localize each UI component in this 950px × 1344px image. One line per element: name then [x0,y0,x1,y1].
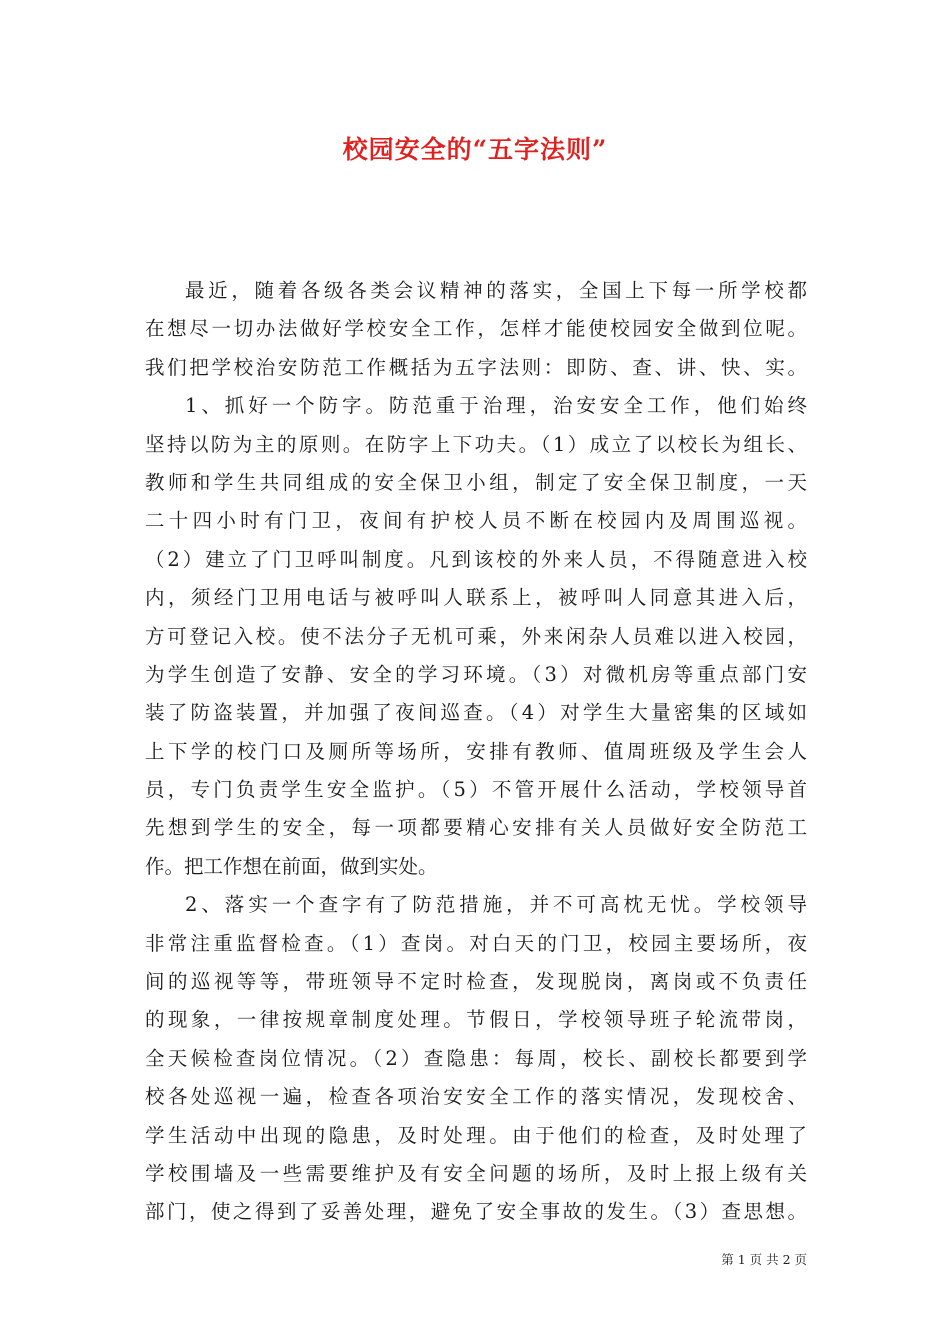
text-line: 装了防盗装置，并加强了夜间巡查。（4）对学生大量密集的区域如 [145,701,807,725]
text-line: 2、落实一个查字有了防范措施，并不可高枕无忧。学校领导 [185,893,807,917]
document-body [145,272,807,1232]
text-line: 内，须经门卫用电话与被呼叫人联系上，被呼叫人同意其进入后， [145,586,807,610]
text-line: 非常注重监督检查。（1）查岗。对白天的门卫，校园主要场所，夜 [145,931,807,955]
text-line: 先想到学生的安全，每一项都要精心安排有关人员做好安全防范工 [145,816,807,840]
text-line: 校各处巡视一遍，检查各项治安安全工作的落实情况，发现校舍、 [145,1085,807,1109]
text-line: 在想尽一切办法做好学校安全工作，怎样才能使校园安全做到位呢。 [145,317,807,341]
text-line: 全天候检查岗位情况。（2）查隐患：每周，校长、副校长都要到学 [145,1046,807,1070]
text-line: 作。把工作想在前面，做到实处。 [145,854,438,878]
text-line: 教师和学生共同组成的安全保卫小组，制定了安全保卫制度，一天 [145,470,807,494]
text-line: 方可登记入校。使不法分子无机可乘，外来闲杂人员难以进入校园， [145,624,807,648]
text-line: 员，专门负责学生安全监护。（5）不管开展什么活动，学校领导首 [145,778,807,802]
text-line: 我们把学校治安防范工作概括为五字法则：即防、查、讲、快、实。 [145,355,807,379]
text-line: （2）建立了门卫呼叫制度。凡到该校的外来人员，不得随意进入校 [145,547,807,571]
text-line: 学校围墙及一些需要维护及有安全问题的场所，及时上报上级有关 [145,1161,807,1185]
text-line: 学生活动中出现的隐患，及时处理。由于他们的检查，及时处理了 [145,1123,807,1147]
page-title: 校园安全的“五字法则” [342,135,608,164]
text-line: 最近，随着各级各类会议精神的落实，全国上下每一所学校都 [185,279,807,302]
text-line: 上下学的校门口及厕所等场所，安排有教师、值周班级及学生会人 [145,739,807,763]
text-line: 二十四小时有门卫，夜间有护校人员不断在校园内及周围巡视。 [145,509,807,533]
text-line: 间的巡视等等，带班领导不定时检查，发现脱岗，离岗或不负责任 [145,970,807,994]
text-line: 部门，使之得到了妥善处理，避免了安全事故的发生。（3）查思想。 [145,1200,807,1224]
text-line: 1、抓好一个防字。防范重于治理，治安安全工作，他们始终 [185,394,807,418]
page-footer [721,1250,807,1268]
text-line: 为学生创造了安静、安全的学习环境。（3）对微机房等重点部门安 [145,662,807,686]
text-line: 坚持以防为主的原则。在防字上下功夫。（1）成立了以校长为组长、 [145,432,807,456]
page-number-label: 第 1 页 共 2 页 [721,1252,807,1267]
text-line: 的现象，一律按规章制度处理。节假日，学校领导班子轮流带岗， [145,1008,807,1032]
